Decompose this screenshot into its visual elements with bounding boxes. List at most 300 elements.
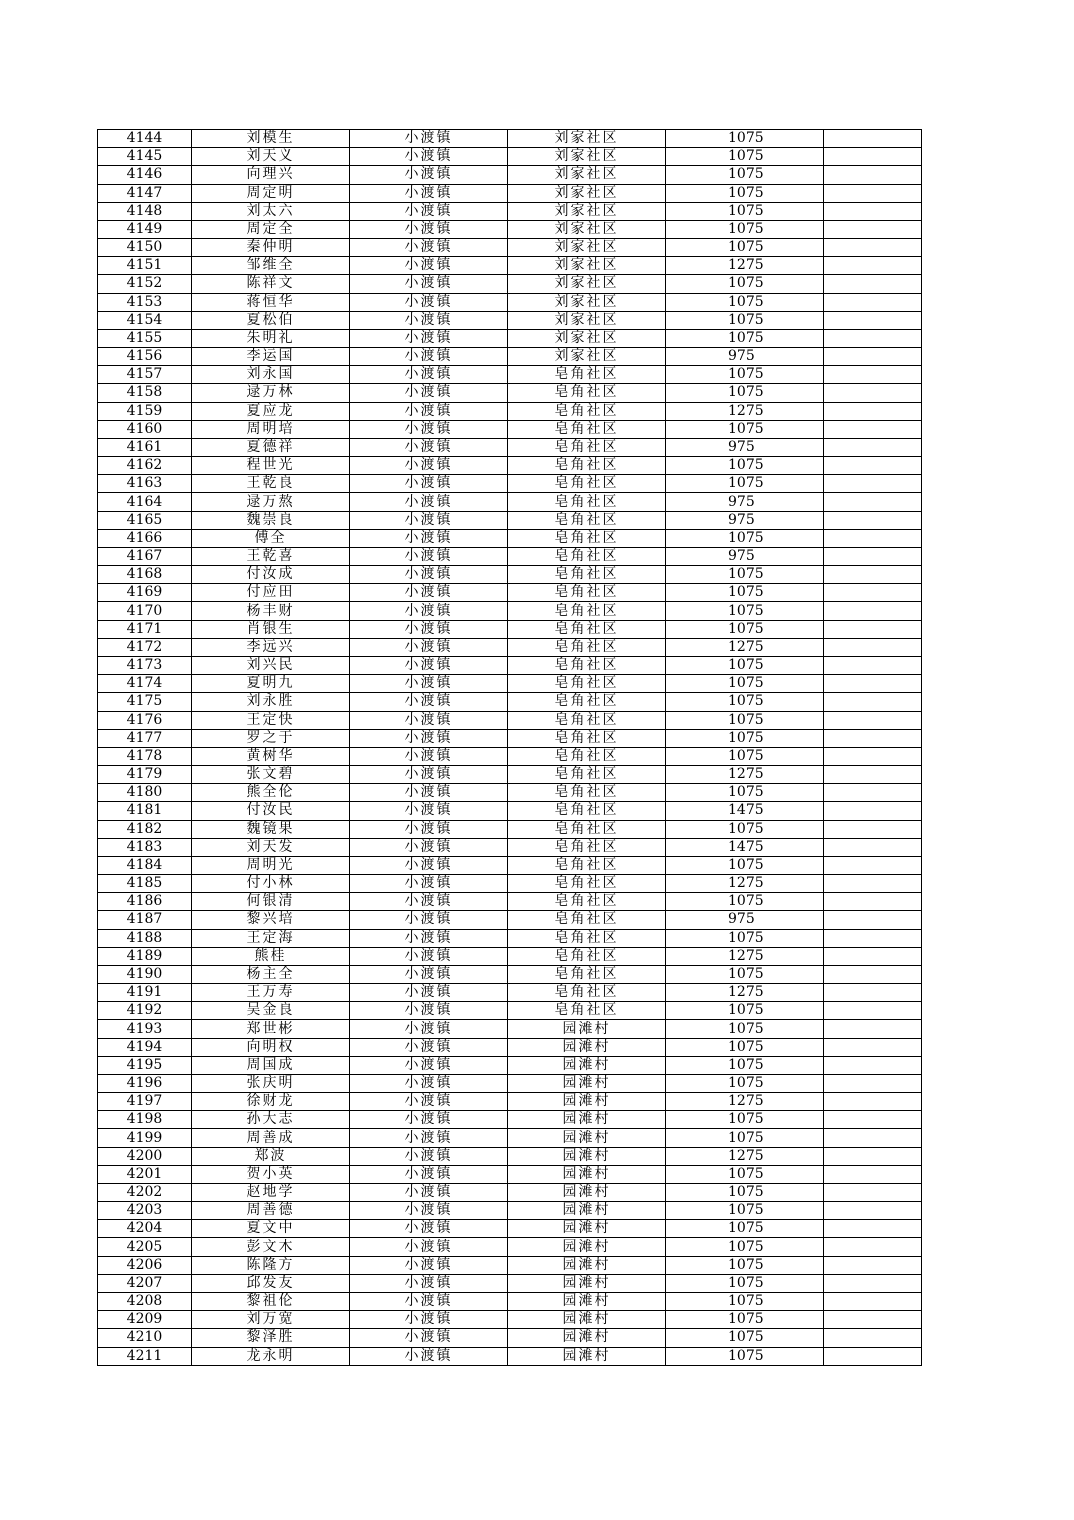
community-cell: 刘家社区 [508, 275, 666, 293]
remark-cell [824, 275, 922, 293]
community-cell: 皂角社区 [508, 438, 666, 456]
town-cell: 小渡镇 [350, 148, 508, 166]
amount-cell: 975 [666, 438, 824, 456]
row-number-cell: 4165 [98, 511, 192, 529]
town-cell: 小渡镇 [350, 293, 508, 311]
remark-cell [824, 1147, 922, 1165]
town-cell: 小渡镇 [350, 602, 508, 620]
community-cell: 园滩村 [508, 1020, 666, 1038]
name-cell: 刘天发 [192, 838, 350, 856]
amount-cell: 1275 [666, 875, 824, 893]
amount-cell: 1075 [666, 275, 824, 293]
town-cell: 小渡镇 [350, 875, 508, 893]
amount-cell: 1275 [666, 402, 824, 420]
table-row [98, 1020, 922, 1038]
amount-cell: 1075 [666, 1293, 824, 1311]
town-cell: 小渡镇 [350, 1256, 508, 1274]
amount-cell: 1075 [666, 584, 824, 602]
community-cell: 皂角社区 [508, 366, 666, 384]
amount-cell: 1275 [666, 1093, 824, 1111]
name-cell: 王乾良 [192, 475, 350, 493]
table-row [98, 184, 922, 202]
remark-cell [824, 257, 922, 275]
remark-cell [824, 457, 922, 475]
name-cell: 李运国 [192, 348, 350, 366]
remark-cell [824, 929, 922, 947]
remark-cell [824, 438, 922, 456]
community-cell: 园滩村 [508, 1056, 666, 1074]
amount-cell: 1075 [666, 566, 824, 584]
row-number-cell: 4178 [98, 747, 192, 765]
table-row [98, 275, 922, 293]
community-cell: 园滩村 [508, 1202, 666, 1220]
name-cell: 周定明 [192, 184, 350, 202]
remark-cell [824, 311, 922, 329]
table-row [98, 729, 922, 747]
amount-cell: 1075 [666, 656, 824, 674]
remark-cell [824, 1002, 922, 1020]
name-cell: 魏镜果 [192, 820, 350, 838]
town-cell: 小渡镇 [350, 1129, 508, 1147]
name-cell: 郑世彬 [192, 1020, 350, 1038]
amount-cell: 1075 [666, 729, 824, 747]
amount-cell: 1075 [666, 529, 824, 547]
name-cell: 周国成 [192, 1056, 350, 1074]
row-number-cell: 4187 [98, 911, 192, 929]
table-row [98, 929, 922, 947]
amount-cell: 1075 [666, 1220, 824, 1238]
community-cell: 皂角社区 [508, 947, 666, 965]
row-number-cell: 4197 [98, 1093, 192, 1111]
community-cell: 园滩村 [508, 1311, 666, 1329]
amount-cell: 1075 [666, 693, 824, 711]
table-row [98, 638, 922, 656]
amount-cell: 1075 [666, 420, 824, 438]
name-cell: 刘天义 [192, 148, 350, 166]
amount-cell: 1075 [666, 311, 824, 329]
amount-cell: 1275 [666, 766, 824, 784]
town-cell: 小渡镇 [350, 547, 508, 565]
amount-cell: 1075 [666, 856, 824, 874]
amount-cell: 1075 [666, 711, 824, 729]
remark-cell [824, 602, 922, 620]
community-cell: 园滩村 [508, 1274, 666, 1292]
amount-cell: 1075 [666, 184, 824, 202]
row-number-cell: 4169 [98, 584, 192, 602]
community-cell: 皂角社区 [508, 547, 666, 565]
name-cell: 李远兴 [192, 638, 350, 656]
amount-cell: 1075 [666, 457, 824, 475]
table-row [98, 566, 922, 584]
community-cell: 皂角社区 [508, 584, 666, 602]
community-cell: 园滩村 [508, 1093, 666, 1111]
name-cell: 王乾喜 [192, 547, 350, 565]
town-cell: 小渡镇 [350, 1202, 508, 1220]
name-cell: 贺小英 [192, 1165, 350, 1183]
table-row [98, 475, 922, 493]
name-cell: 黎泽胜 [192, 1329, 350, 1347]
name-cell: 夏明九 [192, 675, 350, 693]
remark-cell [824, 329, 922, 347]
row-number-cell: 4179 [98, 766, 192, 784]
table-row [98, 420, 922, 438]
amount-cell: 1075 [666, 1347, 824, 1365]
table-row [98, 856, 922, 874]
name-cell: 黎兴培 [192, 911, 350, 929]
row-number-cell: 4198 [98, 1111, 192, 1129]
town-cell: 小渡镇 [350, 1002, 508, 1020]
table-row [98, 1311, 922, 1329]
name-cell: 何银清 [192, 893, 350, 911]
amount-cell: 1075 [666, 239, 824, 257]
row-number-cell: 4167 [98, 547, 192, 565]
town-cell: 小渡镇 [350, 1074, 508, 1092]
name-cell: 罗之于 [192, 729, 350, 747]
name-cell: 魏崇良 [192, 511, 350, 529]
name-cell: 朱明礼 [192, 329, 350, 347]
name-cell: 秦仲明 [192, 239, 350, 257]
remark-cell [824, 1129, 922, 1147]
remark-cell [824, 911, 922, 929]
community-cell: 皂角社区 [508, 493, 666, 511]
table-row [98, 820, 922, 838]
town-cell: 小渡镇 [350, 656, 508, 674]
row-number-cell: 4188 [98, 929, 192, 947]
table-row [98, 947, 922, 965]
row-number-cell: 4191 [98, 984, 192, 1002]
community-cell: 皂角社区 [508, 566, 666, 584]
table-row [98, 220, 922, 238]
amount-cell: 975 [666, 348, 824, 366]
name-cell: 向理兴 [192, 166, 350, 184]
community-cell: 刘家社区 [508, 220, 666, 238]
amount-cell: 1275 [666, 947, 824, 965]
row-number-cell: 4205 [98, 1238, 192, 1256]
table-row [98, 1002, 922, 1020]
table-row [98, 693, 922, 711]
name-cell: 逯万熬 [192, 493, 350, 511]
community-cell: 皂角社区 [508, 656, 666, 674]
remark-cell [824, 620, 922, 638]
row-number-cell: 4207 [98, 1274, 192, 1292]
community-cell: 皂角社区 [508, 965, 666, 983]
town-cell: 小渡镇 [350, 693, 508, 711]
table-row [98, 1183, 922, 1201]
name-cell: 周善德 [192, 1202, 350, 1220]
community-cell: 刘家社区 [508, 257, 666, 275]
community-cell: 皂角社区 [508, 984, 666, 1002]
amount-cell: 1475 [666, 802, 824, 820]
amount-cell: 1075 [666, 202, 824, 220]
town-cell: 小渡镇 [350, 856, 508, 874]
remark-cell [824, 947, 922, 965]
name-cell: 黄树华 [192, 747, 350, 765]
name-cell: 杨主全 [192, 965, 350, 983]
name-cell: 彭文木 [192, 1238, 350, 1256]
remark-cell [824, 293, 922, 311]
remark-cell [824, 1220, 922, 1238]
amount-cell: 1075 [666, 1274, 824, 1292]
community-cell: 刘家社区 [508, 130, 666, 148]
amount-cell: 1075 [666, 1202, 824, 1220]
amount-cell: 1075 [666, 1038, 824, 1056]
town-cell: 小渡镇 [350, 1147, 508, 1165]
remark-cell [824, 1093, 922, 1111]
town-cell: 小渡镇 [350, 202, 508, 220]
table-row [98, 1202, 922, 1220]
amount-cell: 1275 [666, 638, 824, 656]
community-cell: 园滩村 [508, 1329, 666, 1347]
remark-cell [824, 1311, 922, 1329]
remark-cell [824, 566, 922, 584]
name-cell: 夏德祥 [192, 438, 350, 456]
table-row [98, 784, 922, 802]
amount-cell: 1075 [666, 675, 824, 693]
table-row [98, 257, 922, 275]
name-cell: 熊全伦 [192, 784, 350, 802]
name-cell: 周定全 [192, 220, 350, 238]
row-number-cell: 4152 [98, 275, 192, 293]
row-number-cell: 4166 [98, 529, 192, 547]
table-row [98, 711, 922, 729]
community-cell: 园滩村 [508, 1238, 666, 1256]
community-cell: 皂角社区 [508, 893, 666, 911]
town-cell: 小渡镇 [350, 1038, 508, 1056]
name-cell: 周明培 [192, 420, 350, 438]
name-cell: 刘太六 [192, 202, 350, 220]
name-cell: 徐财龙 [192, 1093, 350, 1111]
community-cell: 皂角社区 [508, 802, 666, 820]
table-row [98, 911, 922, 929]
name-cell: 郑波 [192, 1147, 350, 1165]
row-number-cell: 4201 [98, 1165, 192, 1183]
remark-cell [824, 529, 922, 547]
name-cell: 夏文中 [192, 1220, 350, 1238]
row-number-cell: 4202 [98, 1183, 192, 1201]
row-number-cell: 4170 [98, 602, 192, 620]
community-cell: 刘家社区 [508, 239, 666, 257]
amount-cell: 1075 [666, 893, 824, 911]
town-cell: 小渡镇 [350, 566, 508, 584]
remark-cell [824, 656, 922, 674]
remark-cell [824, 166, 922, 184]
row-number-cell: 4203 [98, 1202, 192, 1220]
table-row [98, 602, 922, 620]
town-cell: 小渡镇 [350, 1274, 508, 1292]
town-cell: 小渡镇 [350, 457, 508, 475]
remark-cell [824, 511, 922, 529]
amount-cell: 1075 [666, 820, 824, 838]
table-row [98, 1093, 922, 1111]
remark-cell [824, 1183, 922, 1201]
remark-cell [824, 420, 922, 438]
table-row [98, 202, 922, 220]
name-cell: 刘兴民 [192, 656, 350, 674]
row-number-cell: 4196 [98, 1074, 192, 1092]
community-cell: 皂角社区 [508, 638, 666, 656]
town-cell: 小渡镇 [350, 1329, 508, 1347]
table-row [98, 1293, 922, 1311]
town-cell: 小渡镇 [350, 1056, 508, 1074]
row-number-cell: 4154 [98, 311, 192, 329]
town-cell: 小渡镇 [350, 584, 508, 602]
remark-cell [824, 1293, 922, 1311]
community-cell: 刘家社区 [508, 293, 666, 311]
row-number-cell: 4163 [98, 475, 192, 493]
remark-cell [824, 584, 922, 602]
community-cell: 皂角社区 [508, 693, 666, 711]
community-cell: 皂角社区 [508, 820, 666, 838]
name-cell: 傅全 [192, 529, 350, 547]
name-cell: 邱发友 [192, 1274, 350, 1292]
row-number-cell: 4199 [98, 1129, 192, 1147]
row-number-cell: 4159 [98, 402, 192, 420]
remark-cell [824, 1111, 922, 1129]
row-number-cell: 4193 [98, 1020, 192, 1038]
town-cell: 小渡镇 [350, 257, 508, 275]
amount-cell: 1075 [666, 329, 824, 347]
amount-cell: 1075 [666, 384, 824, 402]
name-cell: 刘永胜 [192, 693, 350, 711]
amount-cell: 1075 [666, 148, 824, 166]
community-cell: 园滩村 [508, 1165, 666, 1183]
row-number-cell: 4208 [98, 1293, 192, 1311]
remark-cell [824, 675, 922, 693]
amount-cell: 1075 [666, 784, 824, 802]
remark-cell [824, 711, 922, 729]
name-cell: 付汝成 [192, 566, 350, 584]
name-cell: 王万寿 [192, 984, 350, 1002]
community-cell: 皂角社区 [508, 875, 666, 893]
row-number-cell: 4172 [98, 638, 192, 656]
row-number-cell: 4164 [98, 493, 192, 511]
town-cell: 小渡镇 [350, 965, 508, 983]
town-cell: 小渡镇 [350, 493, 508, 511]
town-cell: 小渡镇 [350, 402, 508, 420]
amount-cell: 975 [666, 911, 824, 929]
row-number-cell: 4192 [98, 1002, 192, 1020]
row-number-cell: 4209 [98, 1311, 192, 1329]
community-cell: 皂角社区 [508, 384, 666, 402]
community-cell: 刘家社区 [508, 311, 666, 329]
amount-cell: 1075 [666, 747, 824, 765]
community-cell: 刘家社区 [508, 329, 666, 347]
community-cell: 皂角社区 [508, 402, 666, 420]
row-number-cell: 4149 [98, 220, 192, 238]
row-number-cell: 4151 [98, 257, 192, 275]
amount-cell: 1075 [666, 220, 824, 238]
table-row [98, 747, 922, 765]
town-cell: 小渡镇 [350, 438, 508, 456]
remark-cell [824, 766, 922, 784]
town-cell: 小渡镇 [350, 166, 508, 184]
name-cell: 程世光 [192, 457, 350, 475]
community-cell: 皂角社区 [508, 620, 666, 638]
town-cell: 小渡镇 [350, 384, 508, 402]
row-number-cell: 4168 [98, 566, 192, 584]
row-number-cell: 4173 [98, 656, 192, 674]
name-cell: 吴金良 [192, 1002, 350, 1020]
amount-cell: 1075 [666, 475, 824, 493]
amount-cell: 1075 [666, 1074, 824, 1092]
name-cell: 张庆明 [192, 1074, 350, 1092]
table-row [98, 1129, 922, 1147]
name-cell: 肖银生 [192, 620, 350, 638]
name-cell: 陈隆方 [192, 1256, 350, 1274]
town-cell: 小渡镇 [350, 1183, 508, 1201]
community-cell: 园滩村 [508, 1147, 666, 1165]
town-cell: 小渡镇 [350, 420, 508, 438]
table-row [98, 402, 922, 420]
remark-cell [824, 1074, 922, 1092]
town-cell: 小渡镇 [350, 130, 508, 148]
amount-cell: 975 [666, 547, 824, 565]
town-cell: 小渡镇 [350, 620, 508, 638]
row-number-cell: 4150 [98, 239, 192, 257]
name-cell: 赵地学 [192, 1183, 350, 1201]
table-row [98, 130, 922, 148]
town-cell: 小渡镇 [350, 984, 508, 1002]
town-cell: 小渡镇 [350, 929, 508, 947]
town-cell: 小渡镇 [350, 711, 508, 729]
row-number-cell: 4211 [98, 1347, 192, 1365]
name-cell: 邹维全 [192, 257, 350, 275]
community-cell: 刘家社区 [508, 148, 666, 166]
amount-cell: 1075 [666, 1020, 824, 1038]
remark-cell [824, 239, 922, 257]
community-cell: 皂角社区 [508, 711, 666, 729]
table-row [98, 438, 922, 456]
table-row [98, 620, 922, 638]
amount-cell: 1075 [666, 620, 824, 638]
table-row [98, 875, 922, 893]
table-row [98, 1274, 922, 1292]
row-number-cell: 4147 [98, 184, 192, 202]
table-row [98, 148, 922, 166]
table-row [98, 965, 922, 983]
town-cell: 小渡镇 [350, 766, 508, 784]
town-cell: 小渡镇 [350, 1347, 508, 1365]
roster-table [97, 129, 922, 1366]
amount-cell: 1075 [666, 1129, 824, 1147]
remark-cell [824, 493, 922, 511]
row-number-cell: 4186 [98, 893, 192, 911]
name-cell: 蒋恒华 [192, 293, 350, 311]
town-cell: 小渡镇 [350, 675, 508, 693]
community-cell: 皂角社区 [508, 766, 666, 784]
table-row [98, 384, 922, 402]
amount-cell: 1475 [666, 838, 824, 856]
row-number-cell: 4144 [98, 130, 192, 148]
town-cell: 小渡镇 [350, 820, 508, 838]
town-cell: 小渡镇 [350, 475, 508, 493]
name-cell: 夏应龙 [192, 402, 350, 420]
remark-cell [824, 820, 922, 838]
table-row [98, 1256, 922, 1274]
row-number-cell: 4183 [98, 838, 192, 856]
amount-cell: 1075 [666, 1311, 824, 1329]
table-row [98, 366, 922, 384]
amount-cell: 1075 [666, 1329, 824, 1347]
town-cell: 小渡镇 [350, 1238, 508, 1256]
table-row [98, 293, 922, 311]
amount-cell: 1075 [666, 366, 824, 384]
amount-cell: 1075 [666, 1256, 824, 1274]
community-cell: 皂角社区 [508, 602, 666, 620]
community-cell: 刘家社区 [508, 348, 666, 366]
remark-cell [824, 384, 922, 402]
town-cell: 小渡镇 [350, 1293, 508, 1311]
